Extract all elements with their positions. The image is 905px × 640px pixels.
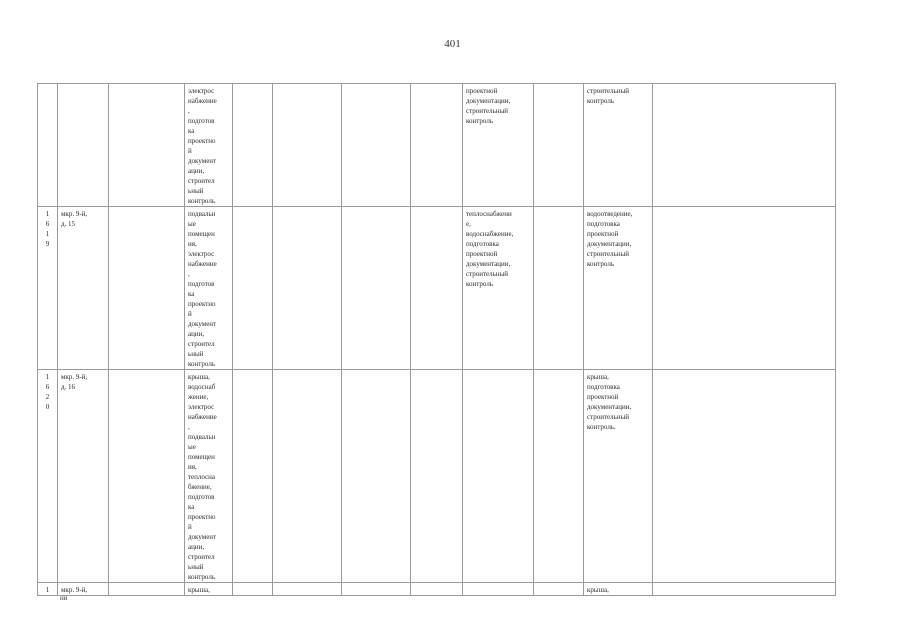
table-row [38, 84, 836, 207]
works-cell-2: проектной документации, строительный контроль [463, 84, 534, 207]
row-number-cell: 1 6 1 9 [38, 207, 58, 370]
empty-cell [342, 207, 411, 370]
works-cell: подвальн ые помещен ия, электрос набжение , подготов ка проектно й документ ации, строител ьный контроль [185, 207, 233, 370]
empty-cell [653, 207, 836, 370]
empty-cell [653, 84, 836, 207]
works-cell-3: строительный контроль [584, 84, 653, 207]
empty-cell [109, 207, 185, 370]
footer-note: ни [60, 594, 68, 602]
table-row [38, 370, 836, 583]
empty-cell [534, 207, 584, 370]
address-cell [58, 84, 109, 207]
empty-cell [273, 207, 342, 370]
address-cell: мкр. 9-й, [58, 583, 109, 596]
row-number-cell: 1 [38, 583, 58, 596]
table-row [38, 207, 836, 370]
works-cell-3: водоотведение, подготовка проектной документации, строительный контроль [584, 207, 653, 370]
empty-cell [534, 583, 584, 596]
works-cell-2: теплоснабжени е, водоснабжение, подготовка проектной документации, строительный контроль [463, 207, 534, 370]
empty-cell [534, 370, 584, 583]
works-cell-3: крыша, [584, 583, 653, 596]
empty-cell [653, 583, 836, 596]
empty-cell [233, 583, 273, 596]
works-cell: электрос набжение , подготов ка проектно й документ ации, строител ьный контроль [185, 84, 233, 207]
works-cell: крыша, водоснаб жение, электрос набжение , подвальн ые помещен ия, теплосна бжение, подготов ка проектно й документ ации, строител ьный контроль [185, 370, 233, 583]
page-number: 401 [444, 38, 461, 50]
row-number-cell [38, 84, 58, 207]
table-row [38, 583, 836, 596]
empty-cell [342, 84, 411, 207]
address-cell: мкр. 9-й, д. 15 [58, 207, 109, 370]
empty-cell [109, 84, 185, 207]
empty-cell [233, 84, 273, 207]
empty-cell [109, 583, 185, 596]
empty-cell [273, 583, 342, 596]
empty-cell [411, 207, 463, 370]
empty-cell [534, 84, 584, 207]
address-cell: мкр. 9-й, д. 16 [58, 370, 109, 583]
works-cell-2 [463, 370, 534, 583]
row-number-cell: 1 6 2 0 [38, 370, 58, 583]
empty-cell [273, 84, 342, 207]
empty-cell [411, 84, 463, 207]
empty-cell [411, 370, 463, 583]
empty-cell [273, 370, 342, 583]
works-cell: крыша, [185, 583, 233, 596]
works-cell-2 [463, 583, 534, 596]
empty-cell [411, 583, 463, 596]
empty-cell [342, 583, 411, 596]
empty-cell [653, 370, 836, 583]
empty-cell [233, 207, 273, 370]
empty-cell [233, 370, 273, 583]
empty-cell [342, 370, 411, 583]
works-cell-3: крыша, подготовка проектной документации, строительный контроль. [584, 370, 653, 583]
empty-cell [109, 370, 185, 583]
works-table [37, 83, 836, 596]
